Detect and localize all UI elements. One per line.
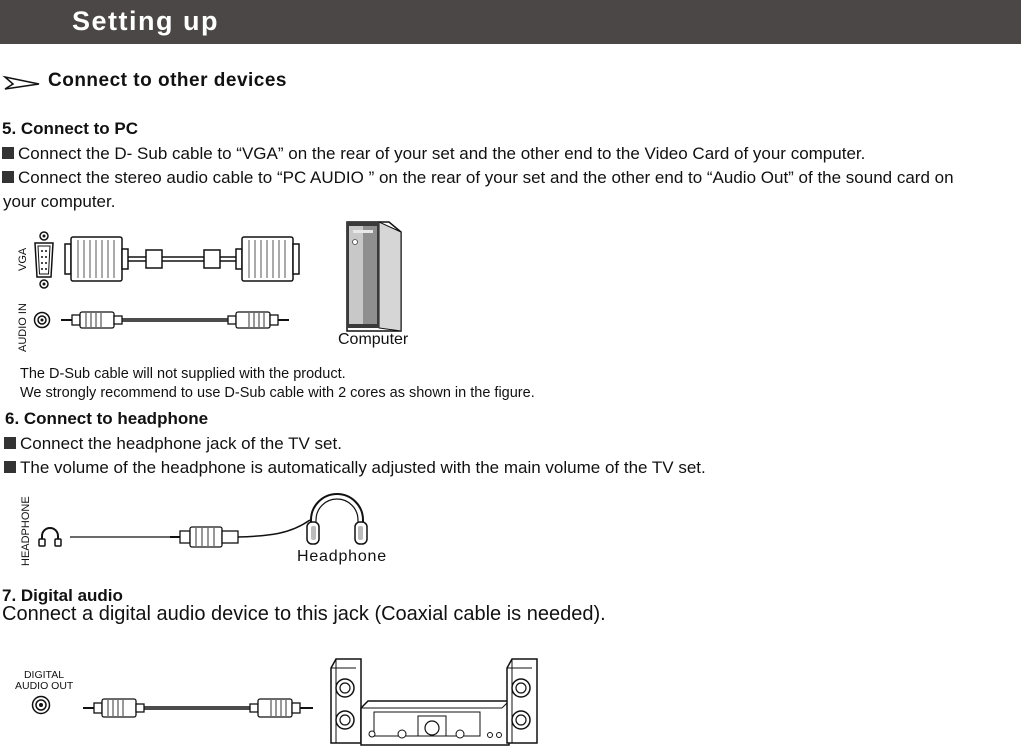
- headphone-jack-icon: [38, 526, 62, 548]
- amplifier-icon: [360, 700, 510, 746]
- speaker-right-icon: [506, 658, 538, 744]
- audio-in-port-label: AUDIO IN: [17, 303, 29, 352]
- pc-bullet-2: Connect the stereo audio cable to “PC AUDIO ” on the rear of your set and the other end to “Audio Out” of the sound card on: [2, 168, 954, 188]
- vga-port-label: VGA: [17, 247, 29, 271]
- headphone-port-label: HEADPHONE: [20, 496, 32, 566]
- page-title: Setting up: [72, 6, 219, 36]
- headphone-heading: 6. Connect to headphone: [5, 409, 209, 428]
- pc-bullet-2-cont: your computer.: [3, 192, 116, 211]
- digital-heading: 7. Digital audio: [2, 586, 123, 605]
- computer-tower-icon: [343, 218, 403, 334]
- bullet-square-icon: [4, 461, 16, 473]
- section-title: Connect to other devices: [48, 70, 287, 91]
- header-bar: [0, 0, 1021, 44]
- pc-heading: 5. Connect to PC: [2, 119, 139, 138]
- coaxial-jack-icon: [31, 695, 51, 715]
- audio-jack-icon: [33, 311, 51, 329]
- headphone-bullet-1: Connect the headphone jack of the TV set.: [4, 434, 342, 454]
- pc-note-2: We strongly recommend to use D-Sub cable with 2 cores as shown in the figure.: [20, 385, 535, 401]
- audio-cable-icon: [60, 310, 290, 330]
- vga-port-icon: [32, 231, 56, 289]
- bullet-square-icon: [4, 437, 16, 449]
- pc-note-1: The D-Sub cable will not supplied with the product.: [20, 366, 346, 382]
- headphone-icon: [304, 490, 370, 548]
- coaxial-cable-icon: [82, 697, 314, 719]
- digital-text: Connect a digital audio device to this jack (Coaxial cable is needed).: [2, 603, 606, 625]
- digital-port-label: DIGITAL AUDIO OUT: [15, 669, 74, 692]
- headphone-label: Headphone: [297, 548, 387, 565]
- bullet-square-icon: [2, 171, 14, 183]
- computer-label: Computer: [338, 331, 409, 348]
- bullet-square-icon: [2, 147, 14, 159]
- arrow-icon: [4, 76, 40, 90]
- pc-bullet-1: Connect the D- Sub cable to “VGA” on the rear of your set and the other end to the Video Card of your computer.: [2, 144, 865, 164]
- dsub-cable-icon: [64, 236, 300, 282]
- speaker-left-icon: [330, 658, 362, 744]
- headphone-bullet-2: The volume of the headphone is automatically adjusted with the main volume of the TV set.: [4, 458, 706, 478]
